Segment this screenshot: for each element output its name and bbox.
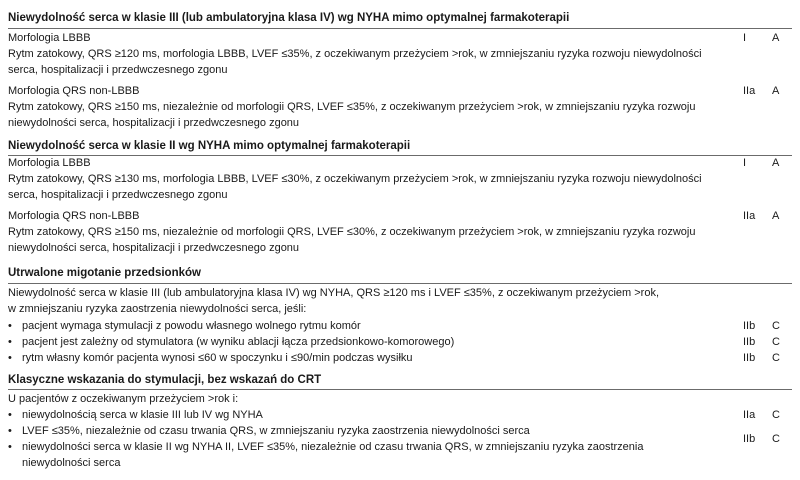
recommendation-class: IIa (743, 409, 756, 421)
row-text: Rytm zatokowy, QRS ≥150 ms, niezależnie od morfologii QRS, LVEF ≤35%, z oczekiwanym przeżyciem >rok, w zmniejszaniu ryzyka rozwoju (8, 101, 696, 113)
row-text: Rytm zatokowy, QRS ≥130 ms, morfologia LBBB, LVEF ≤30%, z oczekiwanym przeżyciem >rok, w zmniejszaniu ryzyka rozwoju niewydolności (8, 173, 702, 185)
section-title: Klasyczne wskazania do stymulacji, bez wskazań do CRT (8, 374, 322, 386)
bullet-text: niewydolności serca (22, 457, 121, 469)
recommendation-class: IIa (743, 85, 756, 97)
evidence-level: A (772, 32, 780, 44)
intro-text: U pacjentów z oczekiwanym przeżyciem >rok i: (8, 393, 239, 405)
evidence-level: C (772, 352, 780, 364)
recommendation-class: IIa (743, 210, 756, 222)
section-title: Niewydolność serca w klasie II wg NYHA mimo optymalnej farmakoterapii (8, 140, 411, 152)
bullet-text: niewydolnością serca w klasie III lub IV wg NYHA (22, 409, 263, 421)
intro-text: w zmniejszaniu ryzyka zaostrzenia niewydolności serca, jeśli: (8, 303, 307, 315)
row-heading: Morfologia QRS non-LBBB (8, 85, 140, 97)
bullet-text: niewydolności serca w klasie II wg NYHA II, LVEF ≤35%, niezależnie od czasu trwania QRS, w zmniejszaniu ryzyka zaostrzenia (22, 441, 644, 453)
row-text: niewydolności serca, hospitalizacji i przedwczesnego zgonu (8, 242, 300, 254)
bullet-text: pacjent wymaga stymulacji z powodu własnego wolnego rytmu komór (22, 320, 361, 332)
section-title: Utrwalone migotanie przedsionków (8, 267, 201, 279)
bullet-text: pacjent jest zależny od stymulatora (w wyniku ablacji łącza przedsionkowo-komorowego) (22, 336, 455, 348)
evidence-level: C (772, 409, 780, 421)
evidence-level: A (772, 85, 780, 97)
evidence-level: C (772, 433, 780, 445)
bullet-text: LVEF ≤35%, niezależnie od czasu trwania QRS, w zmniejszaniu ryzyka zaostrzenia niewydolności serca (22, 425, 530, 437)
evidence-level: C (772, 320, 780, 332)
row-text: serca, hospitalizacji i przedwczesnego zgonu (8, 64, 228, 76)
recommendation-class: I (743, 32, 747, 44)
section-divider (8, 28, 792, 29)
section-title: Niewydolność serca w klasie III (lub ambulatoryjna klasa IV) wg NYHA mimo optymalnej farmakoterapii (8, 12, 570, 24)
bullet-marker: • (8, 336, 12, 348)
evidence-level: A (772, 157, 780, 169)
evidence-level: C (772, 336, 780, 348)
row-heading: Morfologia LBBB (8, 32, 91, 44)
recommendation-class: IIb (743, 352, 756, 364)
row-heading: Morfologia QRS non-LBBB (8, 210, 140, 222)
row-text: niewydolności serca, hospitalizacji i przedwczesnego zgonu (8, 117, 300, 129)
recommendation-class: IIb (743, 433, 756, 445)
recommendation-class: IIb (743, 336, 756, 348)
bullet-marker: • (8, 320, 12, 332)
row-text: serca, hospitalizacji i przedwczesnego zgonu (8, 189, 228, 201)
bullet-text: rytm własny komór pacjenta wynosi ≤60 w spoczynku i ≤90/min podczas wysiłku (22, 352, 413, 364)
row-heading: Morfologia LBBB (8, 157, 91, 169)
bullet-marker: • (8, 425, 12, 437)
bullet-marker: • (8, 409, 12, 421)
intro-text: Niewydolność serca w klasie III (lub ambulatoryjna klasa IV) wg NYHA, QRS ≥120 ms i LVEF ≤35%, z oczekiwanym przeżyciem >rok, (8, 287, 660, 299)
row-text: Rytm zatokowy, QRS ≥120 ms, morfologia LBBB, LVEF ≤35%, z oczekiwanym przeżyciem >rok, w zmniejszaniu ryzyka rozwoju niewydolności (8, 48, 702, 60)
section-divider (8, 283, 792, 284)
evidence-level: A (772, 210, 780, 222)
bullet-marker: • (8, 441, 12, 453)
recommendation-class: IIb (743, 320, 756, 332)
recommendation-class: I (743, 157, 747, 169)
bullet-marker: • (8, 352, 12, 364)
row-text: Rytm zatokowy, QRS ≥150 ms, niezależnie od morfologii QRS, LVEF ≤30%, z oczekiwanym przeżyciem >rok, w zmniejszaniu ryzyka rozwoju (8, 226, 696, 238)
section-divider (8, 389, 792, 390)
